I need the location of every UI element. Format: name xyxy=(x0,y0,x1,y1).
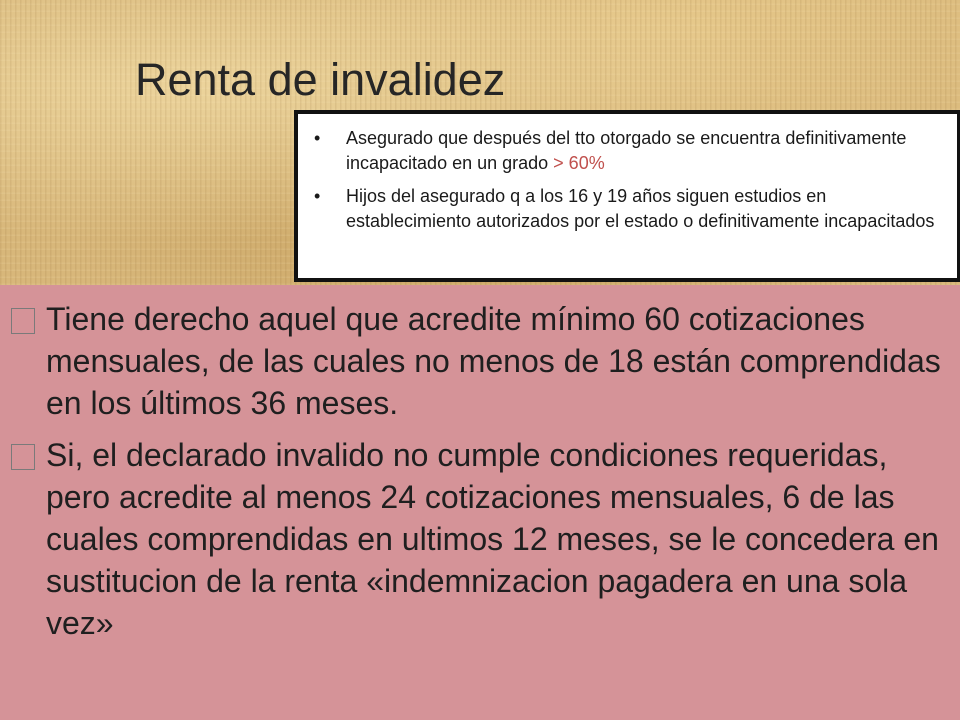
body-item-text: Tiene derecho aquel que acredite mínimo 60 cotizaciones mensuales, de las cuales no menos de 18 están comprendidas en los últimos 36 meses. xyxy=(46,301,941,421)
body-item-text: Si, el declarado invalido no cumple condiciones requeridas, pero acredite al menos 24 cotizaciones mensuales, 6 de las cuales comprendidas en ultimos 12 meses, se le concedera en sustitucion de la renta «indemnizacion pagadera en una sola vez» xyxy=(46,437,939,641)
callout-highlight-text: > 60% xyxy=(553,153,605,173)
callout-box xyxy=(294,110,960,282)
slide-title: Renta de invalidez xyxy=(135,54,506,105)
body-list-item xyxy=(10,434,955,644)
callout-item xyxy=(310,184,951,234)
body-list xyxy=(10,298,955,654)
body-list-item xyxy=(10,298,955,424)
square-bullet-icon xyxy=(11,444,35,470)
bullet-icon: • xyxy=(314,186,321,206)
callout-item-text: Asegurado que después del tto otorgado se encuentra definitivamente incapacitado en un grado xyxy=(346,128,907,173)
callout-item xyxy=(310,126,951,176)
square-bullet-icon xyxy=(11,308,35,334)
bullet-icon: • xyxy=(314,128,321,148)
callout-list xyxy=(298,114,957,234)
callout-item-text: Hijos del asegurado q a los 16 y 19 años siguen estudios en establecimiento autorizados por el estado o definitivamente incapacitados xyxy=(346,186,935,231)
